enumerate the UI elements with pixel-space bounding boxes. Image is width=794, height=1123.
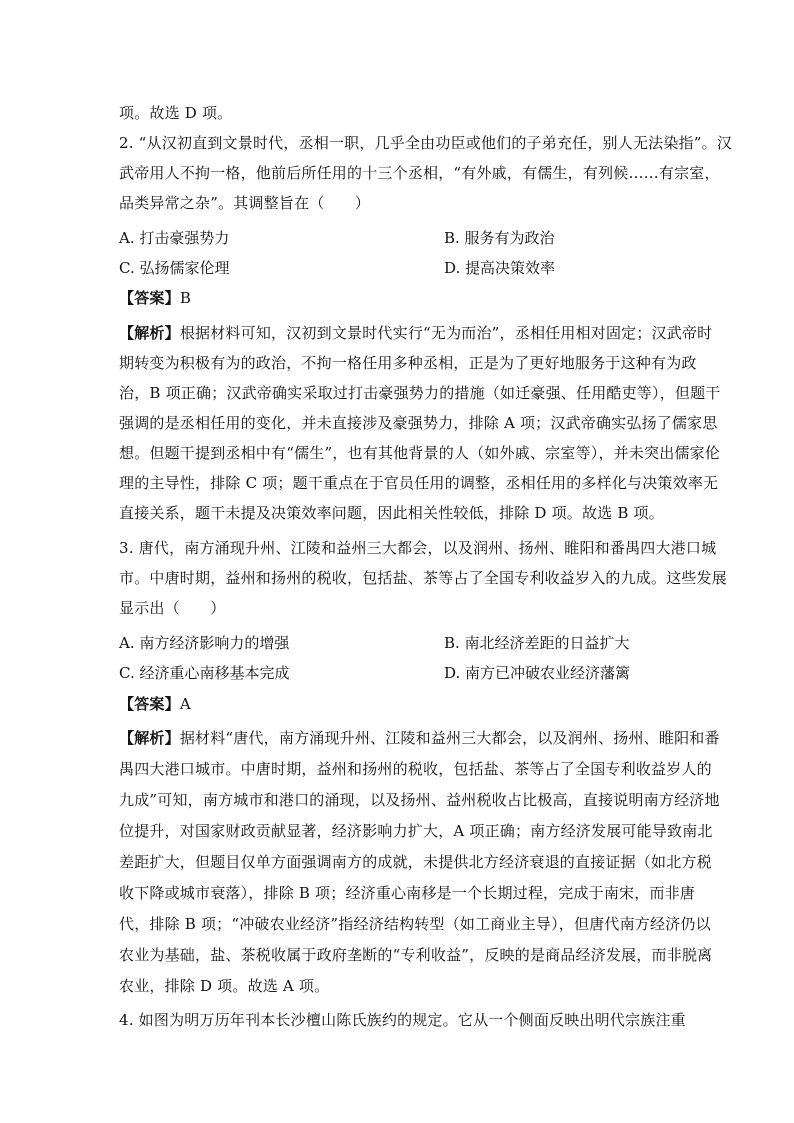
q2-option-d: D. 提高决策效率 [444,259,556,277]
q3-stem-line-1: 3. 唐代，南方涌现升州、江陵和益州三大都会，以及润州、扬州、睢阳和番禺四大港口城 [119,539,717,557]
answer-value: A [179,695,191,713]
q2-analysis-line-4: 强调的是丞相任用的变化，并未直接涉及豪强势力，排除 A 项；汉武帝确实弘扬了儒家思 [119,414,718,432]
q2-answer [119,288,679,308]
q3-analysis-line-1 [119,728,720,748]
q2-stem-line-1: 2. “从汉初直到文景时代，丞相一职，几乎全由功臣或他们的子弟充任，别人无法染指”。汉 [119,134,733,152]
q4-stem-line-1: 4. 如图为明万历年刊本长沙檀山陈氏族约的规定。它从一个侧面反映出明代宗族注重 [119,1011,686,1029]
q2-analysis-line-3: 治，B 项正确；汉武帝确实采取过打击豪强势力的措施（如迁豪强、任用酷吏等），但题干 [119,384,721,402]
q2-analysis-line-2: 期转变为积极有为的政治，不拘一格任用多种丞相，正是为了更好地服务于这种有为政 [119,354,697,372]
q3-stem-line-3: 显示出（ ） [119,599,226,617]
analysis-text: 据材料“唐代，南方涌现升州、江陵和益州三大都会，以及润州、扬州、睢阳和番 [179,729,720,747]
q2-analysis-line-6: 理的主导性，排除 C 项；题干重点在于官员任用的调整，丞相任用的多样化与决策效率无 [119,474,719,492]
q3-option-d: D. 南方已冲破农业经济藩篱 [444,664,631,682]
prev-answer-tail: 项。故选 D 项。 [119,104,233,122]
q3-analysis-line-2: 禺四大港口城市。中唐时期，益州和扬州的税收，包括盐、茶等占了全国专利收益岁人的 [119,760,712,778]
q3-answer [119,694,679,714]
q3-analysis-line-8: 农业为基础，盐、茶税收属于政府垄断的“专利收益”，反映的是商品经济发展，而非脱离 [119,946,713,964]
q3-option-c: C. 经济重心南移基本完成 [119,664,290,682]
q3-analysis-line-9: 农业，排除 D 项。故选 A 项。 [119,977,330,995]
answer-tag: 【答案】 [119,695,180,713]
q2-analysis-line-7: 直接关系，题干未提及决策效率问题，因此相关性较低，排除 D 项。故选 B 项。 [119,504,664,522]
q2-stem-line-3: 品类异常之杂”。其调整旨在（ ） [119,194,371,212]
q2-stem-line-2: 武帝用人不拘一格，他前后所任用的十三个丞相，“有外戚，有儒生，有列候……有宗室， [119,164,720,182]
q3-option-a: A. 南方经济影响力的增强 [119,634,290,652]
q3-analysis-line-3: 九成”可知，南方城市和港口的涌现，以及扬州、益州税收占比极高，直接说明南方经济地 [119,791,720,809]
q2-option-b: B. 服务有为政治 [444,229,555,247]
q3-analysis-line-5: 差距扩大，但题目仅单方面强调南方的成就，未提供北方经济衰退的直接证据（如北方税 [119,853,712,871]
q3-analysis-line-7: 代，排除 B 项；“冲破农业经济”指经济结构转型（如工商业主导），但唐代南方经济仍以 [119,915,711,933]
q3-analysis-line-6: 收下降或城市衰落），排除 B 项；经济重心南移是一个长期过程，完成于南宋，而非唐 [119,884,696,902]
q3-stem-line-2: 市。中唐时期，益州和扬州的税收，包括盐、茶等占了全国专利收益岁入的九成。这些发展 [119,569,728,587]
answer-value: B [179,289,192,307]
q2-option-a: A. 打击豪强势力 [119,229,230,247]
q3-analysis-line-4: 位提升，对国家财政贡献显著，经济影响力扩大，A 项正确；南方经济发展可能导致南北 [119,822,713,840]
q2-analysis-line-1 [119,323,713,343]
q3-option-b: B. 南北经济差距的日益扩大 [444,634,630,652]
q2-analysis-line-5: 想。但题干提到丞相中有“儒生”，也有其他背景的人（如外戚、宗室等），并未突出儒家伦 [119,444,721,462]
analysis-tag: 【解析】 [119,729,180,747]
analysis-text: 根据材料可知，汉初到文景时代实行“无为而治”，丞相任用相对固定；汉武帝时 [179,324,713,342]
analysis-tag: 【解析】 [119,324,180,342]
answer-tag: 【答案】 [119,289,180,307]
q2-option-c: C. 弘扬儒家伦理 [119,259,230,277]
